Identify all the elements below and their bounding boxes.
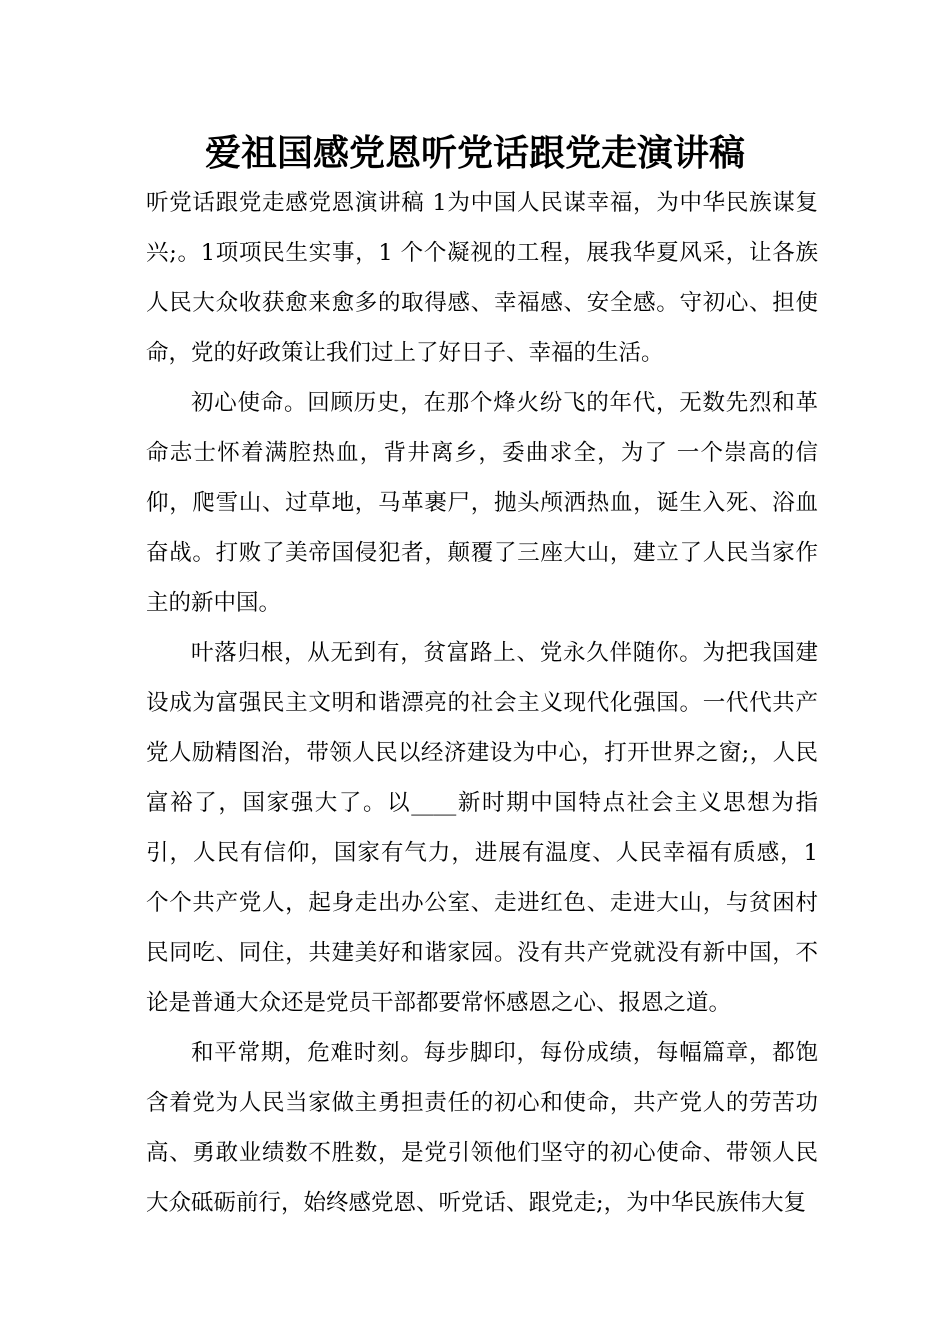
paragraph-4: 和平常期，危难时刻。每步脚印，每份成绩，每幅篇章，都饱含着党为人民当家做主勇担责任的初心和使命，共产党人的劳苦功高、勇敢业绩数不胜数，是党引领他们坚守的初心使命、带领人民大众砥砺前行，始终感党恩、听党话、跟党走;，为中华民族伟大复 xyxy=(146,1040,818,1216)
paragraph-3: 叶落归根，从无到有，贫富路上、党永久伴随你。为把我国建设成为富强民主文明和谐漂亮的社会主义现代化强国。一代代共产党人励精图治，带领人民以经济建设为中心，打开世界之窗;，人民富裕了，国家强大了。以____新时期中国特点社会主义思想为指引，人民有信仰，国家有气力，进展有温度、人民幸福有质感，1 个个共产党人，起身走出办公室、走进红色、走进大山，与贫困村民同吃、同住，共建美好和谐家园。没有共产党就没有新中国，不论是普通大众还是党员干部都要常怀感恩之心、报恩之道。 xyxy=(146,640,818,1016)
paragraph-1: 听党话跟党走感党恩演讲稿 1为中国人民谋幸福，为中华民族谋复兴;。1项项民生实事，1 个个凝视的工程，展我华夏风采，让各族人民大众收获愈来愈多的取得感、幸福感、安全感。守初心、担使命，党的好政策让我们过上了好日子、幸福的生活。 xyxy=(146,190,818,366)
paragraph-2: 初心使命。回顾历史，在那个烽火纷飞的年代，无数先烈和革命志士怀着满腔热血，背井离乡，委曲求全，为了 一个崇高的信仰，爬雪山、过草地，马革裹尸，抛头颅洒热血，诞生入死、浴血奋战。打败了美帝国侵犯者，颠覆了三座大山，建立了人民当家作主的新中国。 xyxy=(146,390,818,616)
document-body xyxy=(146,178,818,1228)
document-title: 爱祖国感党恩听党话跟党走演讲稿 xyxy=(204,133,745,174)
